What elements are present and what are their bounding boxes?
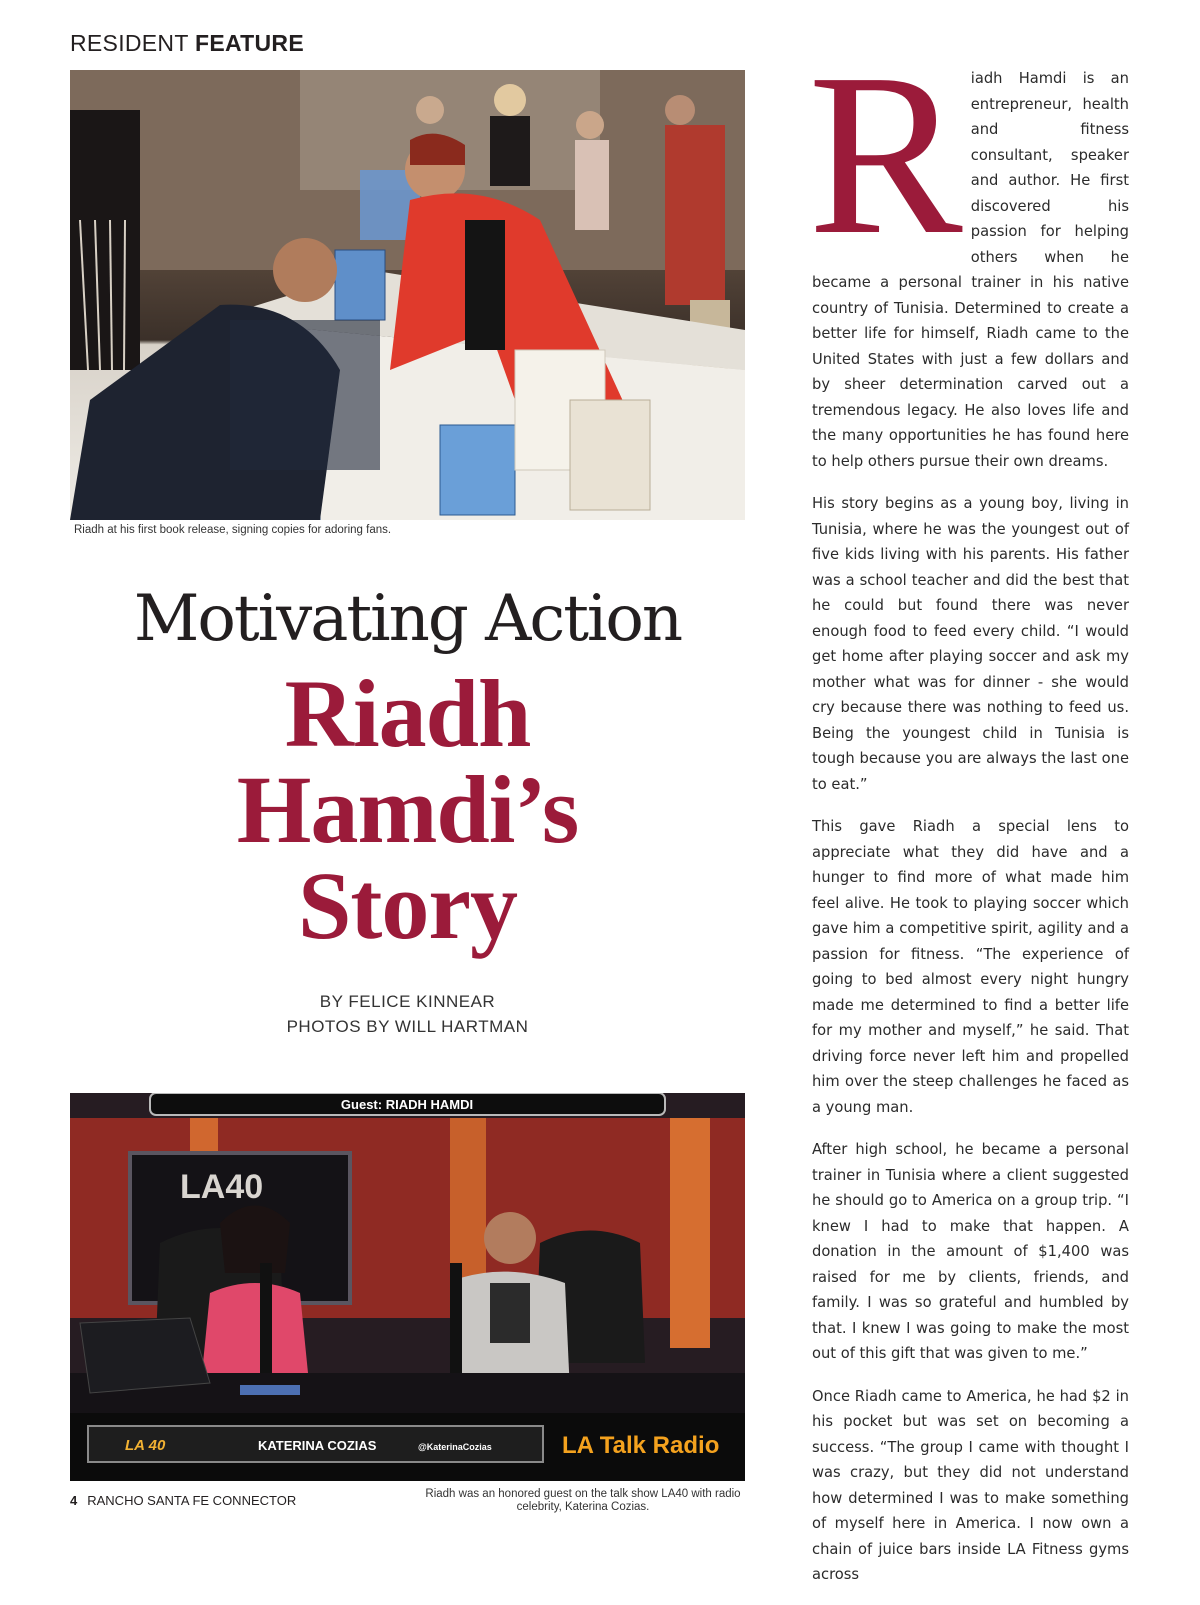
lower-third-name: KATERINA COZIAS [258,1438,377,1453]
lower-third-show: LA 40 [125,1437,166,1454]
byline-author: BY FELICE KINNEAR [319,992,496,1011]
article-body [808,26,1129,1605]
section-header [70,30,304,57]
article-paragraph-2: His story begins as a young boy, living in Tunisia, where he was the youngest out of five kids living with his parents. His father was a school teacher and did the best that he could but found there was never enough food to feed every child. “I would get home after playing soccer and ask my mother what was for dinner - she would cry because there was nothing to feed us. Being the youngest child in Tunisia is tough because you are always the last one to eat.” [812,495,1129,793]
article-paragraph-4: After high school, he became a personal trainer in Tunisia where a client suggested he should go to America on a group trip. “I knew I had to make that happen. A donation in the amount of $1,400 was raised for me by clients, friends, and family. I was so grateful and humbled by that. I knew I was going to make the most out of this gift that was given to me.” [812,1141,1129,1362]
guest-banner: Guest: RIADH HAMDI [340,1097,474,1112]
studio-sign: LA40 [180,1168,264,1206]
lower-third-handle: @KaterinaCozias [418,1442,492,1452]
page-number: 4 [70,1493,78,1508]
title-line-3: Story [298,852,517,959]
photo-caption-signing: Riadh at his first book release, signing copies for adoring fans. [74,524,392,536]
book-signing-illustration [70,70,745,520]
section-label-bold: FEATURE [194,30,304,56]
la-talk-radio-logo: LA Talk Radio [562,1432,720,1459]
page-footer [70,1493,296,1508]
publication-name: RANCHO SANTA FE CONNECTOR [87,1493,297,1508]
title-line-1: Riadh [284,660,531,767]
drop-cap: R [808,26,963,283]
book-signing-photo [70,70,745,520]
title-kicker: Motivating Action [133,582,682,656]
article-title [70,660,745,959]
byline-photos: PHOTOS BY WILL HARTMAN [286,1017,529,1036]
article-paragraph-3: This gave Riadh a special lens to appreciate what they did have and a hunger to find more of what made him feel alive. He took to playing soccer which gave him a competitive spirit, agility and a passion for fitness. “The experience of going to bed almost every night hungry made me determined to find a better life for my mother and myself,” he said. That driving force never left him and propelled him over the steep challenges he faced as a young man. [812,818,1129,1116]
section-label: RESIDENT [70,30,189,56]
title-line-2: Hamdi’s [236,756,579,863]
paragraph-1-text: iadh Hamdi is an entrepreneur, health and fitness consultant, speaker and author. He first discovered his passion for helping others when he became a personal trainer in his native country of Tunisia. Determined to create a better life for himself, Riadh came to the United States with just a few dollars and by sheer determination carved out a tremendous legacy. He also loves life and the many opportunities he has found here to help others pursue their own dreams. [812,70,1129,470]
article-paragraph-5: Once Riadh came to America, he had $2 in his pocket but was set on becoming a success. “The group I came with thought I was crazy, but they did not understand how determined I was to make something of myself here in America. I now own a chain of juice bars inside LA Fitness gyms across [812,1387,1129,1583]
article-paragraph-1 [808,26,1129,474]
talk-show-photo [70,1093,745,1481]
photo-caption-talkshow: Riadh was an honored guest on the talk show LA40 with radio celebrity, Katerina Cozias. [425,1488,741,1513]
talk-show-illustration [70,1093,745,1481]
